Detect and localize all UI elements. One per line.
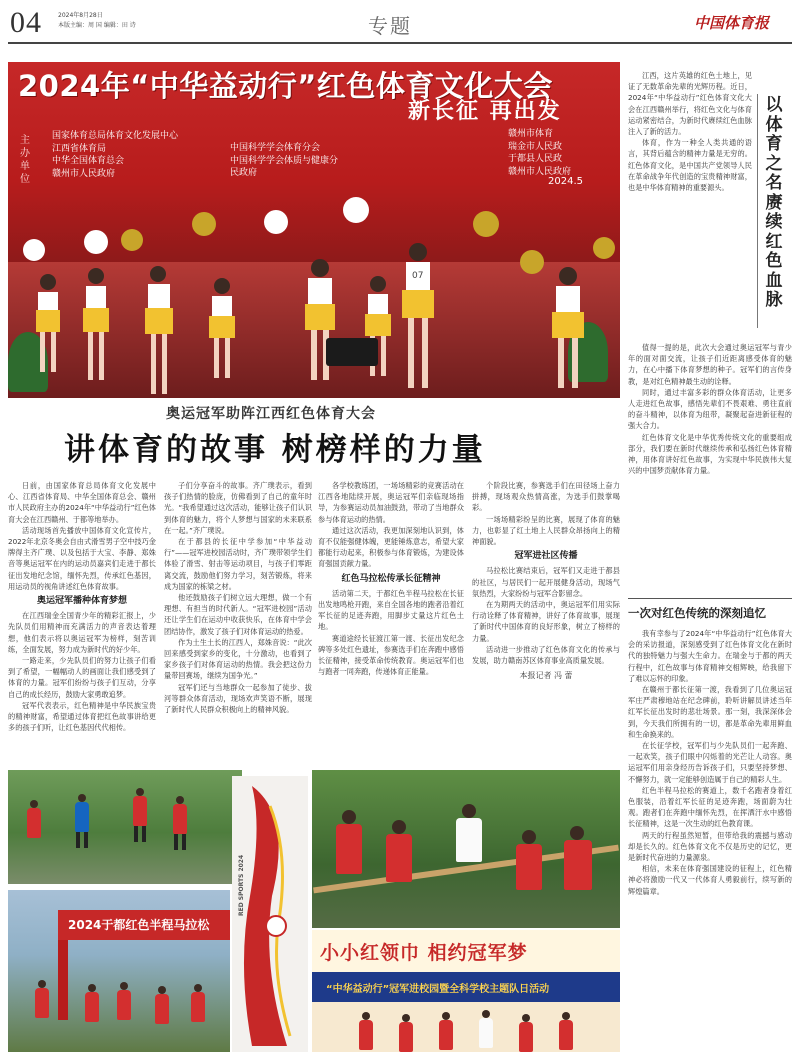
issue-date: 2024年8月28日 [58,12,103,19]
masthead-rule [8,42,792,44]
runner-head [176,796,184,804]
article-column-1: 日前，由国家体育总局体育文化发展中心、江西省体育局、中华全国体育总会、赣州市人民政府主办的2024年“中华益动行”红色体育大会在江西赣州、于都等地举办。 活动现场首先播放中国体育文化宣传片，2022年北京冬奥会自由式滑雪男子空中技巧金牌得主齐广璞、以及包括于大宝、李静、郑姝音等奥运冠军在内的运动员嘉宾们走进于都长征出发地纪念馆，缅怀先烈，传承红色基因，用运动员的视角讲述红色体育故事。 奥运冠军播种体育梦想 在江西瑞金全国青少年的精彩汇报上，少先队员们用精神而充满活力的声音表达着理想，他们表示将以奥运冠军为榜样，刻苦训练，全面发展，努力成为新时代的好少年。 一路走来，少先队员们的努力让孩子们看到了希望，一幅幅动人的画面让我们感受到了体育的力量。冠军们纷纷与孩子们互动，分享自己的成长经历，鼓励大家勇敢追梦。 冠军代表表示，红色精神是中华民族宝贵的精神财富，希望通过体育把红色故事讲给更多的孩子们听，让红色基因代代相传。 [8,481,156,733]
event-banner-title: 小小红领巾 相约冠军梦 [320,942,528,964]
child-head [402,1014,410,1022]
article-byline: 本报记者 冯 蕾 [519,671,573,681]
runner-leg [76,832,80,848]
subhead-champions: 奥运冠军播种体育梦想 [36,596,127,607]
hero-photo [8,62,620,398]
reflection-title: 一次对红色传统的深刻追忆 [628,606,766,620]
hero-banner-subtitle: 新长征 再出发 [408,99,562,124]
event-banner-subtitle: “中华益动行”冠军进校园暨全科学校主题队日活动 [326,984,550,995]
runner-body [27,808,41,838]
player-head [462,804,476,818]
child-head [362,1012,370,1020]
cheerleader [23,197,615,394]
runner-head [38,980,46,988]
child-body [359,1020,373,1050]
player-head [570,826,584,840]
runner-head [158,986,166,994]
article-column-2: 子们分享奋斗的故事。齐广璞表示，看到孩子们热情的脸庞，仿佛看到了自己的童年时光。“我希望通过这次活动，能够让孩子们认识到体育的魅力，将个人梦想与国家的未来联系在一起。”齐广璞说。 在于都县的长征中学参加“中华益动行”——冠军进校园活动时，齐广璞带领学生们体验了滑雪、射击等运动项目，与孩子们零距离交流，鼓励他们努力学习，刻苦锻炼，将来成为国家的栋梁之材。 他还鼓励孩子们树立远大理想，做一个有理想、有担当的时代新人。“冠军进校园”活动还让学生们在运动中收获快乐，在体育中学会团结协作，激发了孩子们对体育运动的热爱。 作为土生土长的江西人，郑姝音说：“此次回来感受到家乡的变化，十分激动，也看到了家乡孩子们对体育运动的热情。我会把这份力量带回赛场，继续为国争光。” 冠军们还与当地群众一起参加了徒步、拔河等群众体育活动，现场欢声笑语不断，展现了新时代人民群众积极向上的精神风貌。 [164,481,312,715]
player-body [456,818,482,862]
player-body [336,824,362,874]
child-head [482,1010,490,1018]
jersey-number: 07 [412,271,424,281]
article-column-4: 个阶段比赛，参赛选手们在田径场上奋力拼搏，现场观众热情高涨，为选手们鼓掌喝彩。 一场场精彩纷呈的比赛，展现了体育的魅力，也彰显了红土地上人民群众昂扬向上的精神面貌。 冠军进社区传播 马拉松比赛结束后，冠军们又走进于都县的社区，与居民们一起开展健身活动，现场气氛热烈，大家纷纷与冠军合影留念。 在为期两天的活动中，奥运冠军们用实际行动诠释了体育精神，讲好了体育故事，展现了新时代中国体育的良好形象，树立了榜样的力量。 活动进一步推动了红色体育文化的传承与发展，助力赣南苏区体育事业高质量发展。 本报记者 冯 蕾 [472,481,620,681]
runner-body [191,992,205,1022]
player-body [386,834,412,882]
child-head [522,1014,530,1022]
runner-body [75,802,89,832]
photo-torch-logo [232,776,308,1052]
torch-logo-text: RED SPORTS 2024 [238,854,245,916]
child-head [562,1012,570,1020]
subhead-community: 冠军进社区传播 [514,551,578,562]
runner-body [133,796,147,826]
runner-head [120,982,128,990]
child-body [519,1022,533,1052]
hero-banner-title: 2024年“中华益动行”红色体育文化大会 [18,69,553,103]
runner-body [155,994,169,1024]
runner-leg [134,826,138,842]
runner-body [35,988,49,1018]
photo-tug-of-war [312,770,620,928]
player-body [564,840,592,890]
arch-banner-text: 2024于都红色半程马拉松 [68,918,210,932]
runner-head [78,794,86,802]
article-column-3: 各学校教练团，一场场精彩的竞赛活动在江西各地陆续开展，奥运冠军们亲临现场指导，为参赛运动员加油鼓劲，带动了当地群众参与体育运动的热情。 通过这次活动，我更加深刻地认识到，体育不仅能强健体魄，更能锤炼意志，希望大家都能行动起来，积极参与体育锻炼，为建设体育强国贡献力量。 红色马拉松传承长征精神 活动第二天，于都红色半程马拉松在长征出发地鸣枪开跑，来自全国各地的跑者沿着红军长征的足迹奔跑，用脚步丈量这片红色土地。 赛道途经长征渡江第一渡、长征出发纪念碑等多处红色遗址，参赛选手们在奔跑中感悟长征精神，接受革命传统教育。奥运冠军们也与跑者一同奔跑，传递体育正能量。 [318,481,464,677]
newspaper-brand: 中国体育报 [694,14,770,32]
runner-leg [84,832,88,848]
runner-leg [142,826,146,842]
article-headline: 讲体育的故事 树榜样的力量 [64,432,486,468]
section-title: 专题 [368,14,412,38]
hero-date: 2024.5 [548,176,583,187]
photo-school-event [312,930,620,1052]
player-body [516,844,542,890]
runner-head [88,984,96,992]
commentary-column-mid: 值得一提的是，此次大会通过奥运冠军与青少年的面对面交流，让孩子们近距离感受体育的魅力，在心中播下体育梦想的种子。冠军们的言传身教，是对红色精神最生动的诠释。 同时，通过丰富多彩的群众体育活动，让更多人走进红色故事，感悟先辈们不畏艰难、勇往直前的奋斗精神，以体育为纽带，凝聚起奋进新征程的强大合力。 红色体育文化是中华优秀传统文化的重要组成部分，我们要在新时代继续传承和弘扬红色体育精神，用体育讲好红色故事，为实现中华民族伟大复兴的中国梦贡献体育力量。 [628,343,792,476]
runner-head [30,800,38,808]
adult-body [479,1018,493,1048]
runner-leg [174,834,178,850]
reflection-column: 我有幸参与了2024年“中华益动行”红色体育大会的采访报道，深刻感受到了红色体育文化在新时代的独特魅力与强大生命力。在瑞金与于都的两天行程中，红色故事与体育精神交相辉映，给我留下了难以忘怀的印象。 在赣州于都长征第一渡，我看到了几位奥运冠军庄严肃穆地站在纪念碑前，聆听讲解员讲述当年红军长征出发时的悲壮场景。那一刻，我深深体会到，今天我们所拥有的一切，都是革命先辈用鲜血和生命换来的。 在长征学校，冠军们与少先队员们一起奔跑、一起欢笑，孩子们眼中闪烁着的光芒让人动容。奥运冠军们用亲身经历告诉孩子们，只要坚持梦想、不懈努力，就一定能够创造属于自己的精彩人生。 红色半程马拉松的赛道上，数千名跑者身着红色服装，沿着红军长征的足迹奔跑，场面蔚为壮观。跑者们在奔跑中缅怀先烈，在挥洒汗水中感悟长征精神，这是一次生动的红色教育课。 两天的行程虽然短暂，但带给我的震撼与感动却是长久的。红色体育文化不仅是历史的记忆，更是新时代奋进的力量源泉。 相信，未来在体育强国建设的征程上，红色精神必将激励一代又一代体育人勇毅前行，续写新的辉煌篇章。 [628,629,792,896]
commentary-title: 以体育之名赓续红色血脉 [765,95,783,310]
runner-leg [182,834,186,850]
player-head [342,810,356,824]
photo-runners [8,770,242,884]
hero-units-label: 主办单位 [20,135,30,185]
runner-body [173,804,187,834]
hero-units-right: 赣州市体育 瑞金市人民政 于都县人民政 赣州市人民政府 [508,129,572,177]
photo-marathon-start [8,890,230,1052]
runner-body [85,992,99,1022]
subhead-marathon: 红色马拉松传承长征精神 [341,573,441,584]
stage-speaker [326,338,378,366]
editor-line: 本版主编：周 国 编辑：田 诗 [58,22,136,29]
child-body [399,1022,413,1052]
section-divider [628,598,792,599]
commentary-column-top: 江西，这片英雄的红色土地上，见证了无数革命先辈的光辉历程。近日，2024年“中华益动行”红色体育文化大会在江西赣州举行，将红色文化与体育运动紧密结合，为新时代赓续红色血脉注入了新的活力。 体育，作为一种全人类共通的语言，其背后蕴含的精神力量是无穷的。红色体育文化，是中国共产党领导人民在革命战争年代创造的宝贵精神财富，也是中华体育精神的重要源头。 [628,71,752,193]
child-body [559,1020,573,1050]
hero-units-center: 中国科学学会体育分会 中国科学学会体质与健康分 民政府 [230,143,339,178]
child-head [442,1012,450,1020]
runner-body [117,990,131,1020]
child-body [439,1020,453,1050]
arch-pillar [58,940,68,1020]
runner-head [136,788,144,796]
runner-head [194,984,202,992]
article-kicker: 奥运冠军助阵江西红色体育大会 [166,406,376,422]
cheerleaders-illustration [8,62,620,398]
page-number: 04 [10,6,42,39]
player-head [392,820,406,834]
hero-units-left: 国家体育总局体育文化发展中心 江西省体育局 中华全国体育总会 赣州市人民政府 [52,131,179,179]
player-head [522,830,536,844]
